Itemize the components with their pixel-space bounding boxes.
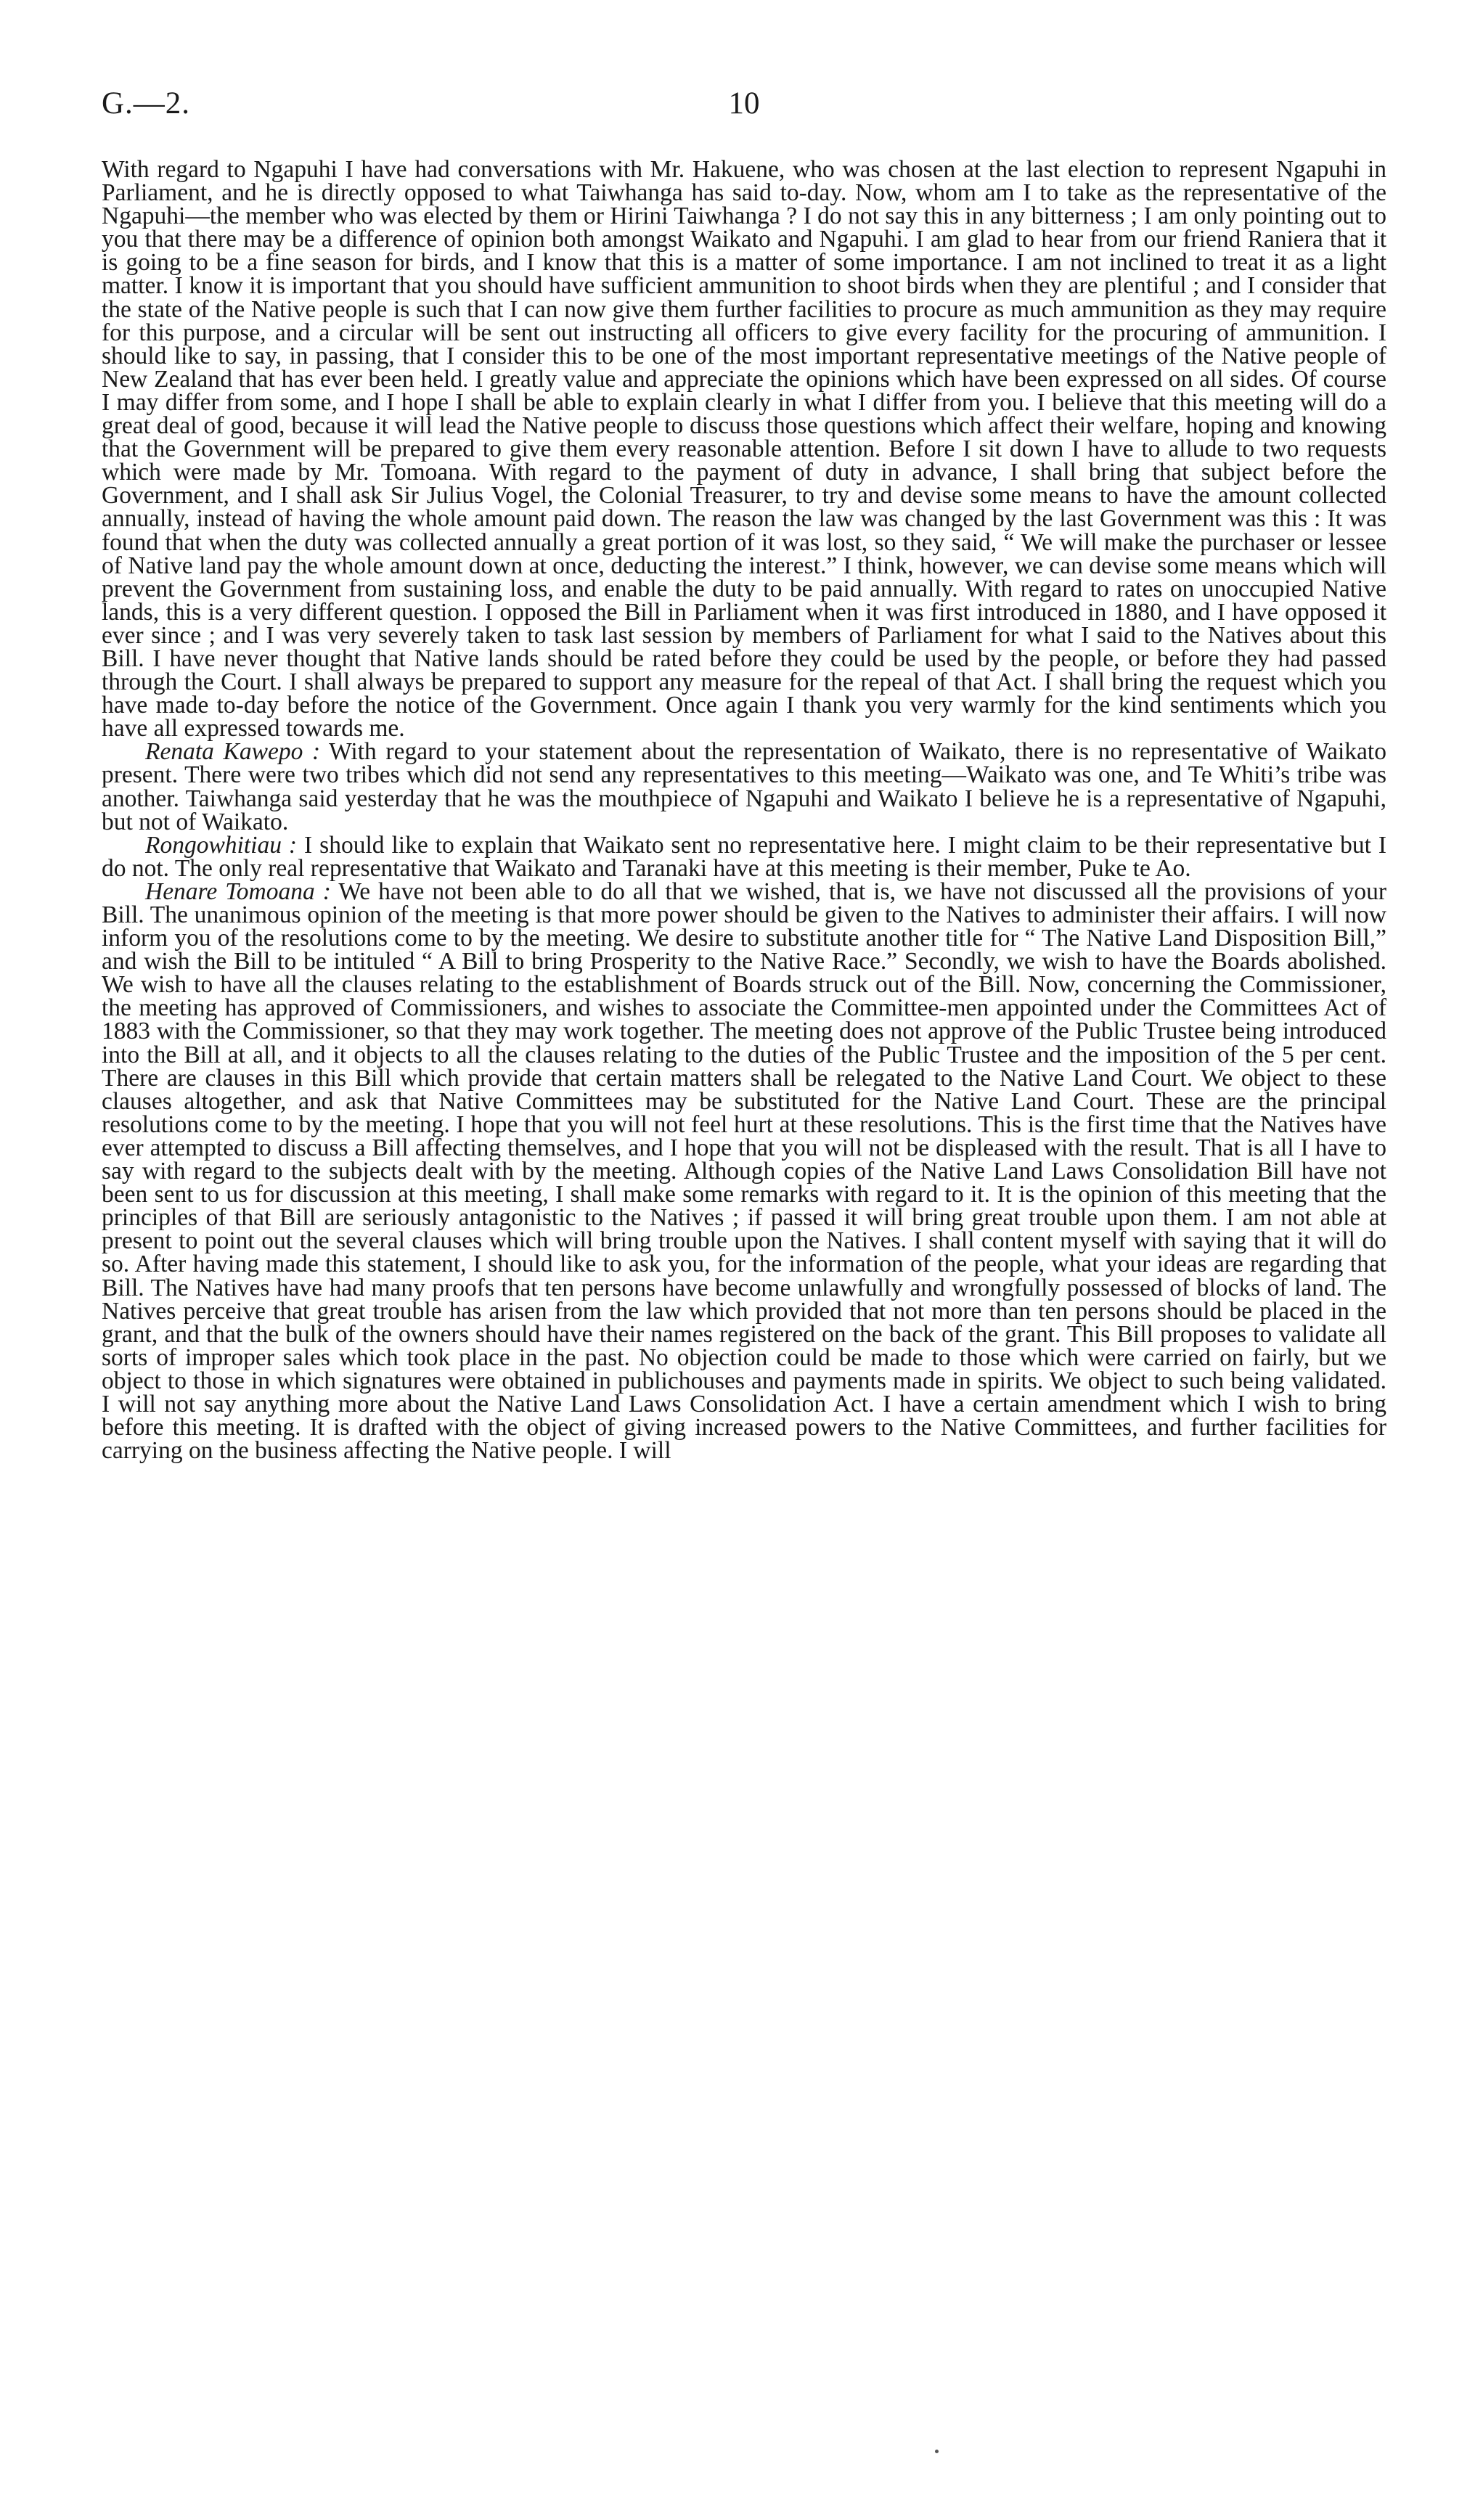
paragraph: [102, 158, 1386, 740]
page-header: [102, 86, 1386, 129]
speaker-name: Henare Tomoana :: [145, 878, 331, 905]
paragraph-text: We have not been able to do all that we wished, that is, we have not discussed all the provisions of your Bill. The unanimous opinion of the meeting is that more power should be given to the Natives to administer their affairs. I will now inform you of the resolutions come to by the meeting. We desire to substitute another title for “ The Native Land Disposition Bill,” and wish the Bill to be intituled “ A Bill to bring Prosperity to the Native Race.” Secondly, we wish to have the Boards abolished. We wish to have all the clauses relating to the establishment of Boards struck out of the Bill. Now, concerning the Commissioner, the meeting has approved of Commissioners, and wishes to associate the Committee-men appointed under the Committees Act of 1883 with the Commissioner, so that they may work together. The meeting does not approve of the Public Trustee being introduced into the Bill at all, and it objects to all the clauses relating to the duties of the Public Trustee and the imposition of the 5 per cent. There are clauses in this Bill which provide that certain matters shall be relegated to the Native Land Court. We object to these clauses altogether, and ask that Native Committees may be substituted for the Native Land Court. These are the principal resolutions come to by the meeting. I hope that you will not feel hurt at these resolutions. This is the first time that the Natives have ever attempted to discuss a Bill affecting themselves, and I hope that you will not be displeased with the result. That is all I have to say with regard to the subjects dealt with by the meeting. Although copies of the Native Land Laws Consolidation Bill have not been sent to us for discussion at this meeting, I shall make some remarks with regard to it. It is the opinion of this meeting that the principles of that Bill are seriously antagonistic to the Natives ; if passed it will bring great trouble upon them. I am not able at present to point out the several clauses which will bring trouble upon the Natives. I shall content myself with saying that it will do so. After having made this statement, I should like to ask you, for the information of the people, what your ideas are regarding that Bill. The Natives have had many proofs that ten persons have become unlawfully and wrongfully possessed of blocks of land. The Natives perceive that great trouble has arisen from the law which provided that not more than ten persons should be placed in the grant, and that the bulk of the owners should have their names registered on the back of the grant. This Bill proposes to validate all sorts of improper sales which took place in the past. No objection could be made to those which were carried on fairly, but we object to those in which signatures were obtained in publichouses and payments made in spirits. We object to such being validated. I will not say anything more about the Native Land Laws Consolidation Act. I have a certain amendment which I wish to bring before this meeting. It is drafted with the object of giving increased powers to the Native Committees, and further facilities for carrying on the business affecting the Native people. I will: [102, 878, 1386, 1465]
paragraph: [102, 831, 1386, 882]
paragraph: [102, 740, 1386, 833]
paragraph-text: I should like to explain that Waikato sent no representative here. I might claim to be their representative but I do not. The only real representative that Waikato and Taranaki have at this meeting is their member, Puke te Ao.: [102, 831, 1386, 882]
body-text: [102, 156, 1386, 1465]
speaker-name: Rongowhitiau :: [145, 831, 298, 859]
document-reference: G.—2.: [102, 86, 191, 120]
paragraph-text: With regard to Ngapuhi I have had conversations with Mr. Hakuene, who was chosen at the last election to represent Ngapuhi in Parliament, and he is directly opposed to what Taiwhanga has said to-day. Now, whom am I to take as the representative of the Ngapuhi—the member who was elected by them or Hirini Taiwhanga ? I do not say this in any bitterness ; I am only pointing out to you that there may be a difference of opinion both amongst Waikato and Ngapuhi. I am glad to hear from our friend Raniera that it is going to be a fine season for birds, and I know that this is a matter of some importance. I am not inclined to treat it as a light matter. I know it is important that you should have sufficient ammunition to shoot birds when they are plentiful ; and I consider that the state of the Native people is such that I can now give them further facilities to procure as much ammunition as they may require for this purpose, and a circular will be sent out instructing all officers to give every facility for the procuring of ammunition. I should like to say, in passing, that I consider this to be one of the most important representative meetings of the Native people of New Zealand that has ever been held. I greatly value and appreciate the opinions which have been expressed on all sides. Of course I may differ from some, and I hope I shall be able to explain clearly in what I differ from you. I believe that this meeting will do a great deal of good, because it will lead the Native people to discuss those questions which affect their welfare, hoping and knowing that the Government will be prepared to give them every reasonable attention. Before I sit down I have to allude to two requests which were made by Mr. Tomoana. With regard to the payment of duty in advance, I shall bring that subject before the Government, and I shall ask Sir Julius Vogel, the Colonial Treasurer, to try and devise some means to have the amount collected annually, instead of having the whole amount paid down. The reason the law was changed by the last Government was this : It was found that when the duty was collected annually a great portion of it was lost, so they said, “ We will make the purchaser or lessee of Native land pay the whole amount down at once, deducting the interest.” I think, however, we can devise some means which will prevent the Government from sustaining loss, and enable the duty to be paid annually. With regard to rates on unoccupied Native lands, this is a very different question. I opposed the Bill in Parliament when it was first introduced in 1880, and I have opposed it ever since ; and I was very severely taken to task last session by members of Parliament for what I said to the Natives about this Bill. I have never thought that Native lands should be rated before they could be used by the people, or before they had passed through the Court. I shall always be prepared to support any measure for the repeal of that Act. I shall bring the request which you have made to-day before the notice of the Government. Once again I thank you very warmly for the kind sentiments which you have all expressed towards me.: [102, 156, 1386, 742]
speaker-name: Renata Kawepo :: [145, 738, 321, 766]
page-number: 10: [728, 86, 760, 120]
footer-dot: [935, 2450, 939, 2453]
paragraph-text: With regard to your statement about the representation of Waikato, there is no representative of Waikato present. There were two tribes which did not send any representatives to this meeting—Waikato was one, and Te Whiti’s tribe was another. Taiwhanga said yesterday that he was the mouthpiece of Ngapuhi and Waikato I believe he is a representative of Ngapuhi, but not of Waikato.: [102, 738, 1386, 835]
paragraph: [102, 878, 1386, 1465]
